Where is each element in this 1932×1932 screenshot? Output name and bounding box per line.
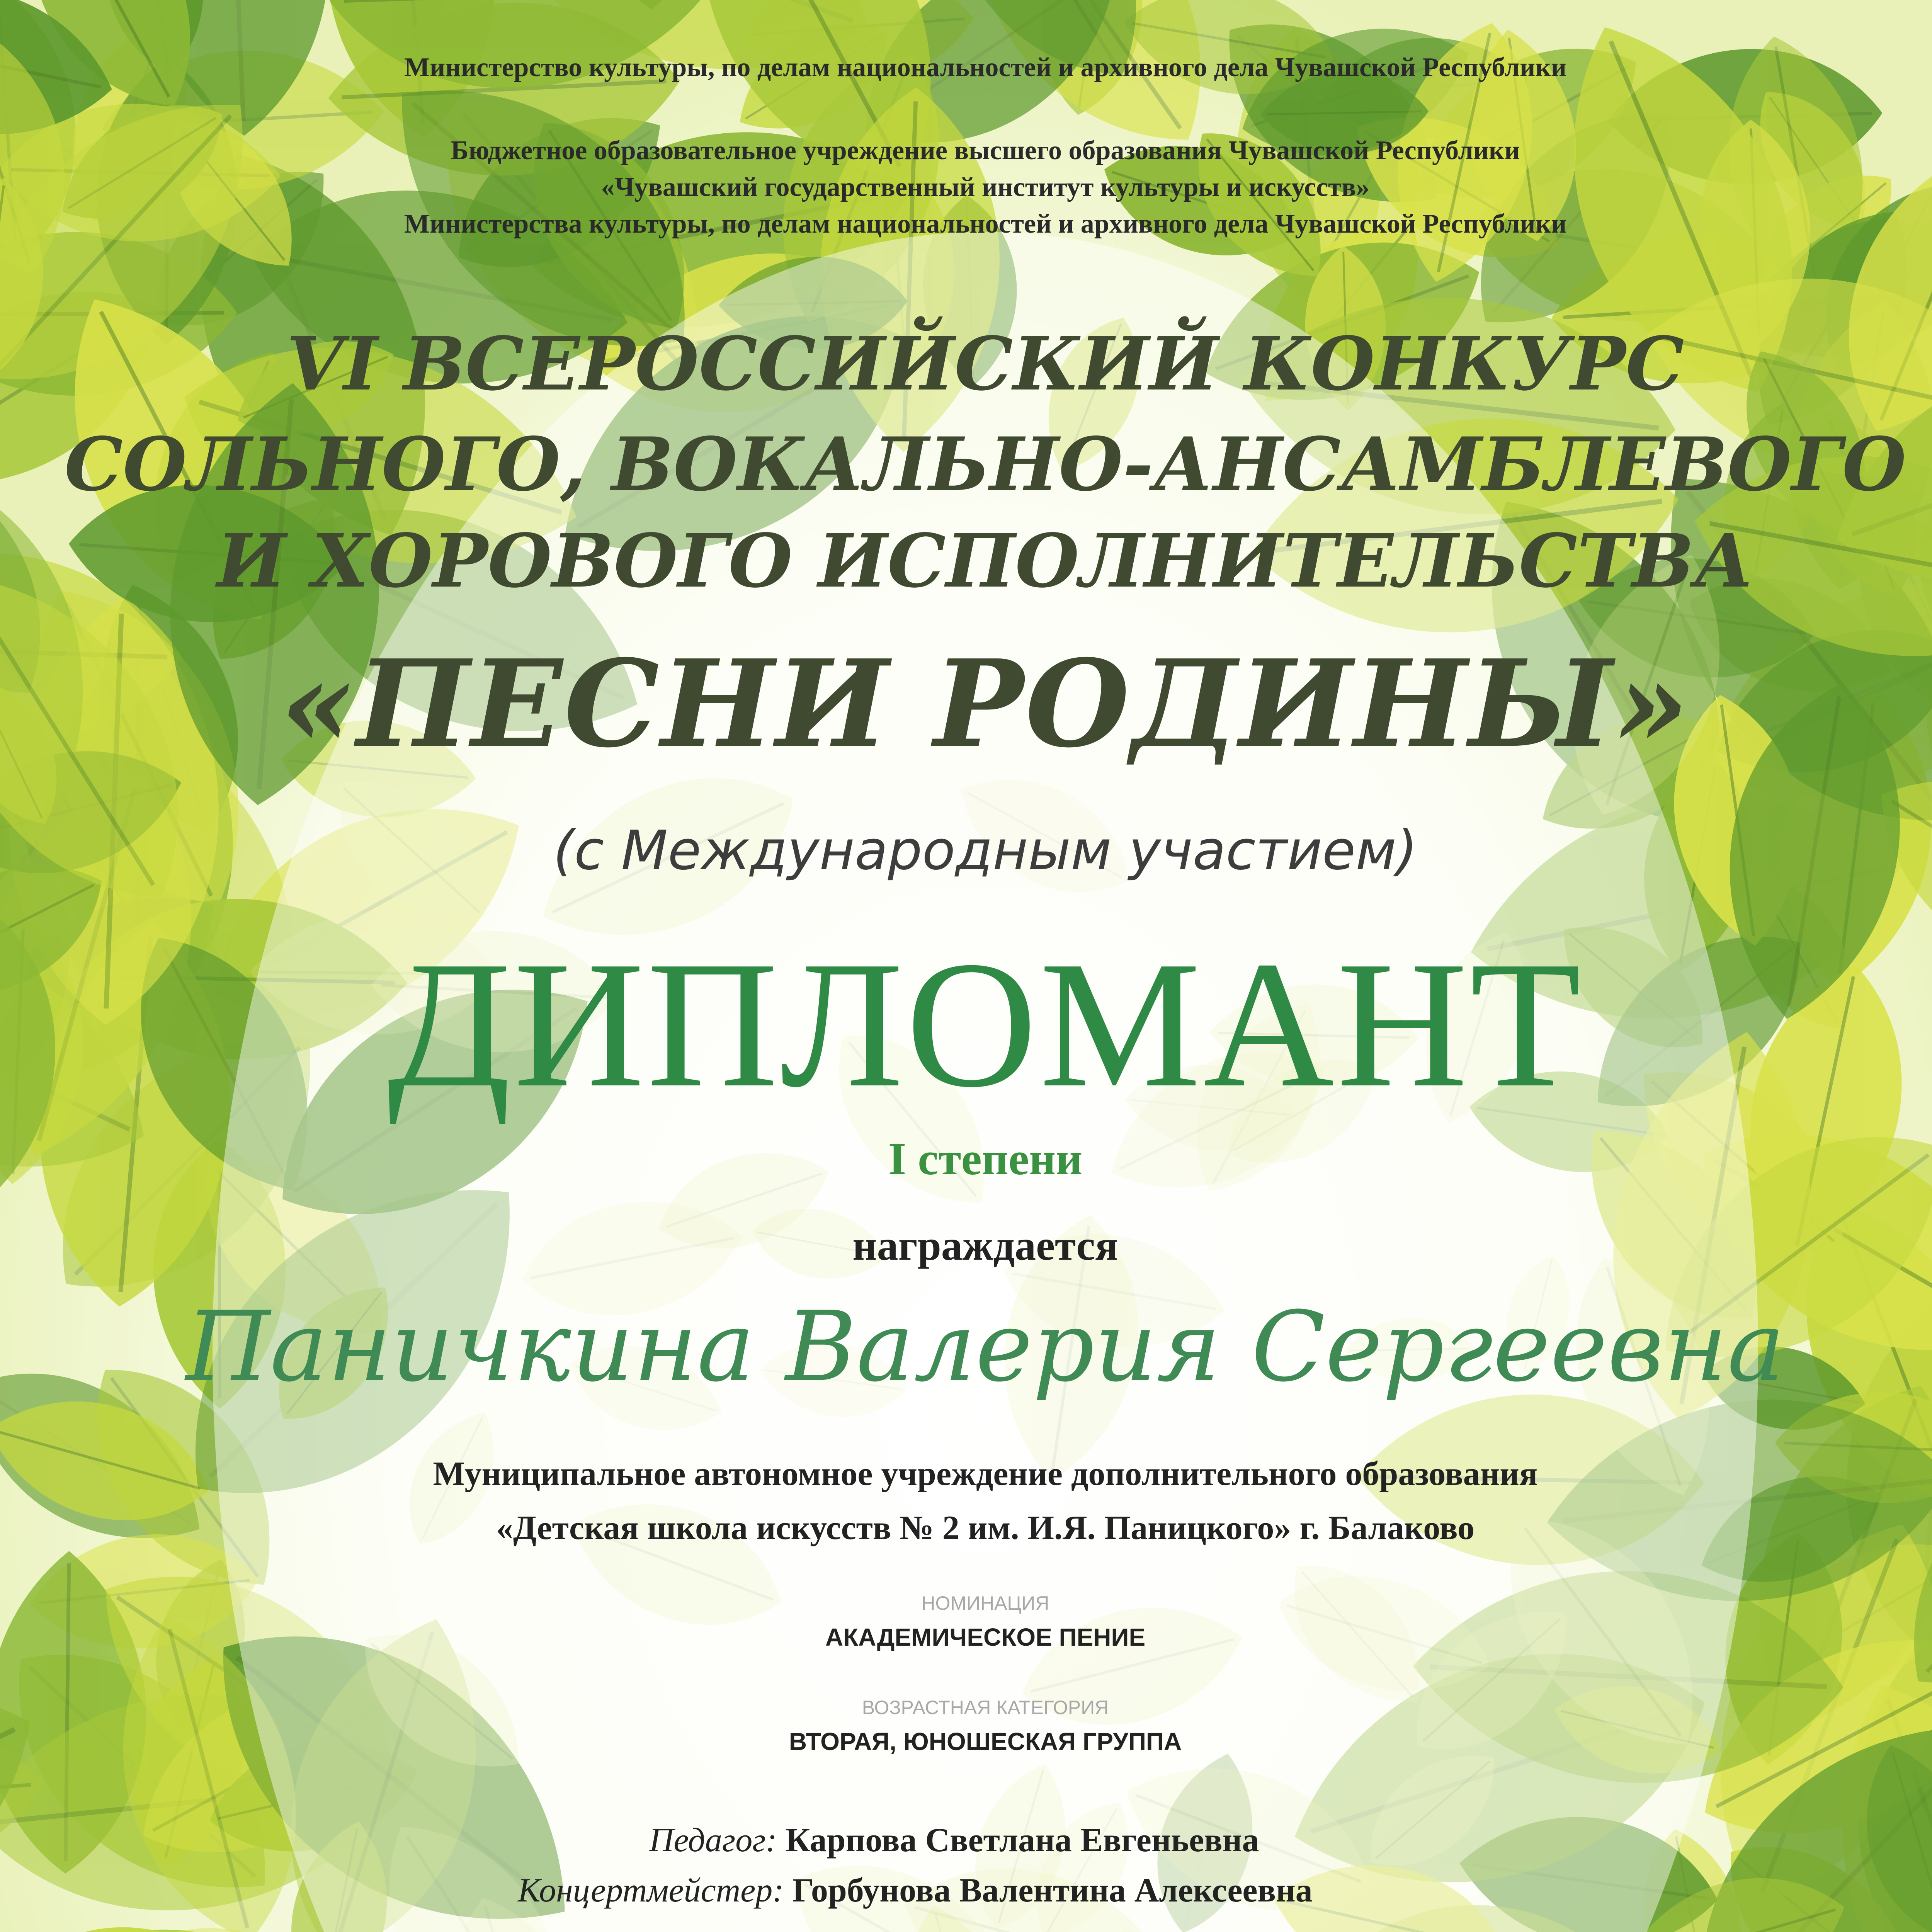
ministry-line: Министерство культуры, по делам национальностей и архивного дела Чувашской Республики [404, 53, 1567, 82]
age-category-label: ВОЗРАСТНАЯ КАТЕГОРИЯ [862, 1697, 1109, 1718]
awarded-label: награждается [852, 1222, 1118, 1269]
teacher-role: Педагог: [649, 1821, 777, 1859]
contest-title-line3: И ХОРОВОГО ИСПОЛНИТЕЛЬСТВА [217, 518, 1754, 604]
teacher-line [649, 1816, 1692, 1864]
nomination-label: НОМИНАЦИЯ [921, 1592, 1049, 1614]
age-category-value: ВТОРАЯ, ЮНОШЕСКАЯ ГРУППА [789, 1728, 1182, 1755]
contest-subtitle: (с Международным участием) [553, 819, 1418, 882]
accompanist-line [518, 1866, 1754, 1915]
institution-line: Бюджетное образовательное учреждение высшего образования Чувашской Республики [451, 136, 1520, 165]
ministry-affiliation-line: Министерства культуры, по делам национальностей и архивного дела Чувашской Республики [404, 209, 1567, 239]
award-title: ДИПЛОМАНТ [387, 923, 1583, 1125]
organization-line2: «Детская школа искусств № 2 им. И.Я. Паницкого» г. Балаково [496, 1509, 1475, 1547]
award-degree: I степени [888, 1133, 1083, 1184]
accompanist-role: Концертмейстер: [518, 1872, 784, 1909]
accompanist-name: Горбунова Валентина Алексеевна [792, 1872, 1313, 1909]
recipient-name: Паничкина Валерия Сергеевна [185, 1291, 1785, 1403]
contest-title-line1: VI ВСЕРОССИЙСКИЙ КОНКУРС [286, 321, 1684, 407]
institution-name-line: «Чувашский государственный институт культуры и искусств» [601, 172, 1370, 202]
contest-title-line2: СОЛЬНОГО, ВОКАЛЬНО-АНСАМБЛЕВОГО [64, 421, 1906, 507]
nomination-value: АКАДЕМИЧЕСКОЕ ПЕНИЕ [825, 1623, 1146, 1651]
contest-name: «ПЕСНИ РОДИНЫ» [280, 634, 1691, 774]
organization-line1: Муниципальное автономное учреждение дополнительного образования [433, 1455, 1538, 1493]
teacher-name: Карпова Светлана Евгеньевна [785, 1821, 1259, 1859]
